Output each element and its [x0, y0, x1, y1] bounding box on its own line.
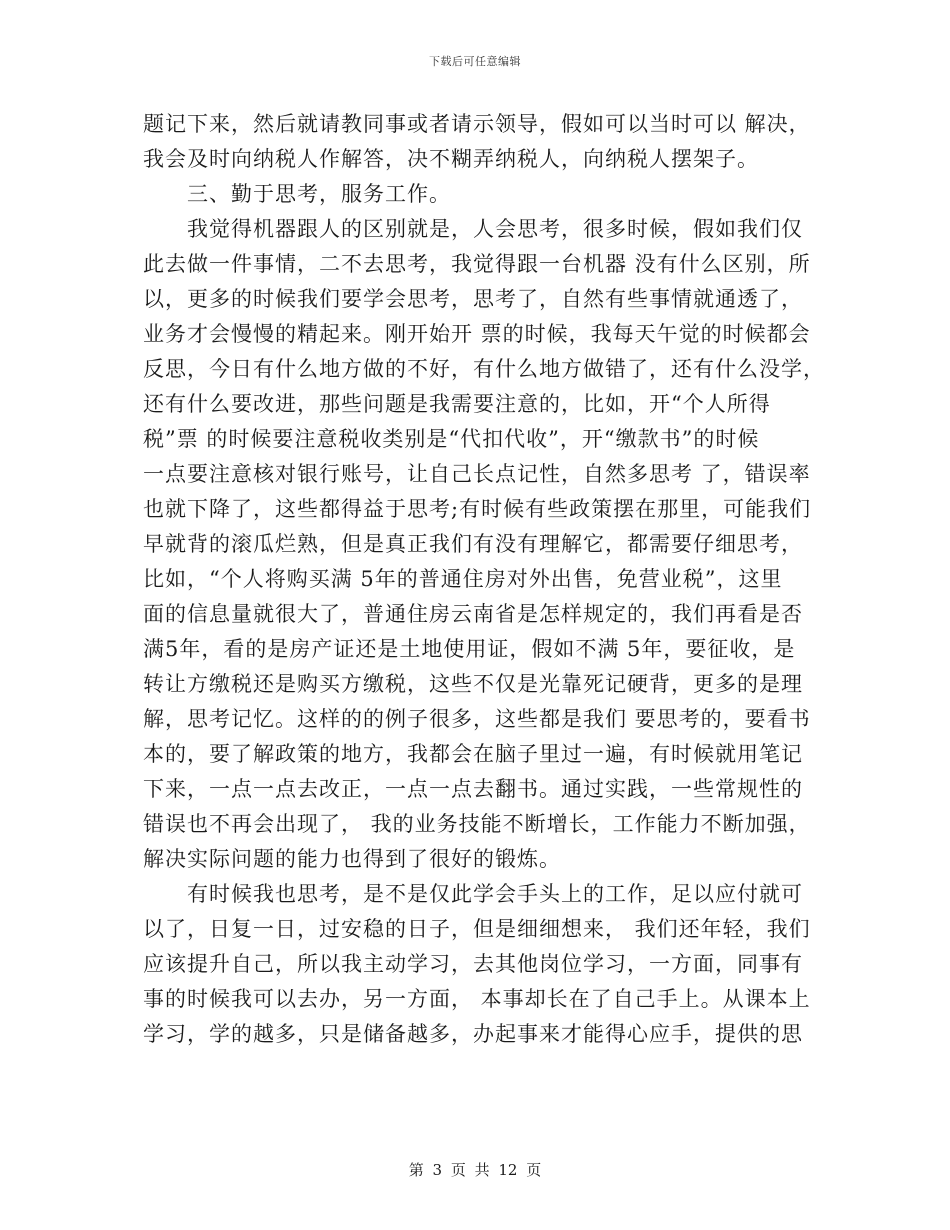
text-line: 税”票 的时候要注意税收类别是“代扣代收”，开“缴款书”的时候 — [143, 427, 760, 451]
text-line: 应该提升自己，所以我主动学习，去其他岗位学习，一方面，同事有 — [143, 952, 803, 976]
text-line: 业务才会慢慢的精起来。刚开始开 票的时候，我每天午觉的时候都会 — [143, 322, 811, 346]
text-line: 此去做一件事情，二不去思考，我觉得跟一台机器 没有什么区别，所 — [143, 252, 811, 276]
text-line: 事的时候我可以去办，另一方面， 本事却长在了自己手上。从课本上 — [143, 987, 811, 1011]
section-heading: 三、勤于思考，服务工作。 — [143, 182, 451, 206]
text-line: 解，思考记忆。这样的的例子很多，这些都是我们 要思考的，要看书 — [143, 707, 811, 731]
text-line: 学习，学的越多，只是储备越多，办起事来才能得心应手，提供的思 — [143, 1022, 803, 1046]
text-line: 反思，今日有什么地方做的不好，有什么地方做错了，还有什么没学， — [143, 357, 825, 381]
text-line: 转让方缴税还是购买方缴税，这些不仅是光靠死记硬背，更多的是理 — [143, 672, 803, 696]
text-line: 也就下降了，这些都得益于思考;有时候有些政策摆在那里，可能我们 — [143, 497, 812, 521]
text-line: 我会及时向纳税人作解答，决不糊弄纳税人，向纳税人摆架子。 — [143, 147, 759, 171]
text-line: 一点要注意核对银行账号，让自己长点记性，自然多思考 了，错误率 — [143, 462, 811, 486]
text-line: 还有什么要改进，那些问题是我需要注意的，比如，开“个人所得 — [143, 392, 771, 416]
text-line: 早就背的滚瓜烂熟，但是真正我们有没有理解它，都需要仔细思考， — [143, 532, 803, 556]
page-number: 第 3 页 共 12 页 — [408, 1161, 542, 1179]
text-line: 本的，要了解政策的地方，我都会在脑子里过一遍，有时候就用笔记 — [143, 742, 803, 766]
text-line: 我觉得机器跟人的区别就是，人会思考，很多时候，假如我们仅 — [143, 217, 803, 241]
text-line: 以，更多的时候我们要学会思考，思考了，自然有些事情就通透了， — [143, 287, 803, 311]
text-line: 以了，日复一日，过安稳的日子，但是细细想来， 我们还年轻，我们 — [143, 917, 811, 941]
body-text — [143, 107, 825, 1052]
text-line: 满5年，看的是房产证还是土地使用证，假如不满 5年，要征收，是 — [143, 637, 796, 661]
text-line: 解决实际问题的能力也得到了很好的锻炼。 — [143, 847, 561, 871]
text-line: 面的信息量就很大了，普通住房云南省是怎样规定的，我们再看是否 — [143, 602, 803, 626]
text-line: 比如，“个人将购买满 5年的普通住房对外出售，免营业税”，这里 — [143, 567, 783, 591]
text-line: 题记下来，然后就请教同事或者请示领导，假如可以当时可以 解决， — [143, 112, 811, 136]
text-line: 错误也不再会出现了， 我的业务技能不断增长，工作能力不断加强， — [143, 812, 811, 836]
text-line: 下来，一点一点去改正，一点一点去翻书。通过实践，一些常规性的 — [143, 777, 803, 801]
text-line: 有时候我也思考，是不是仅此学会手头上的工作，足以应付就可 — [143, 882, 803, 906]
page-header: 下载后可任意编辑 — [429, 55, 521, 68]
